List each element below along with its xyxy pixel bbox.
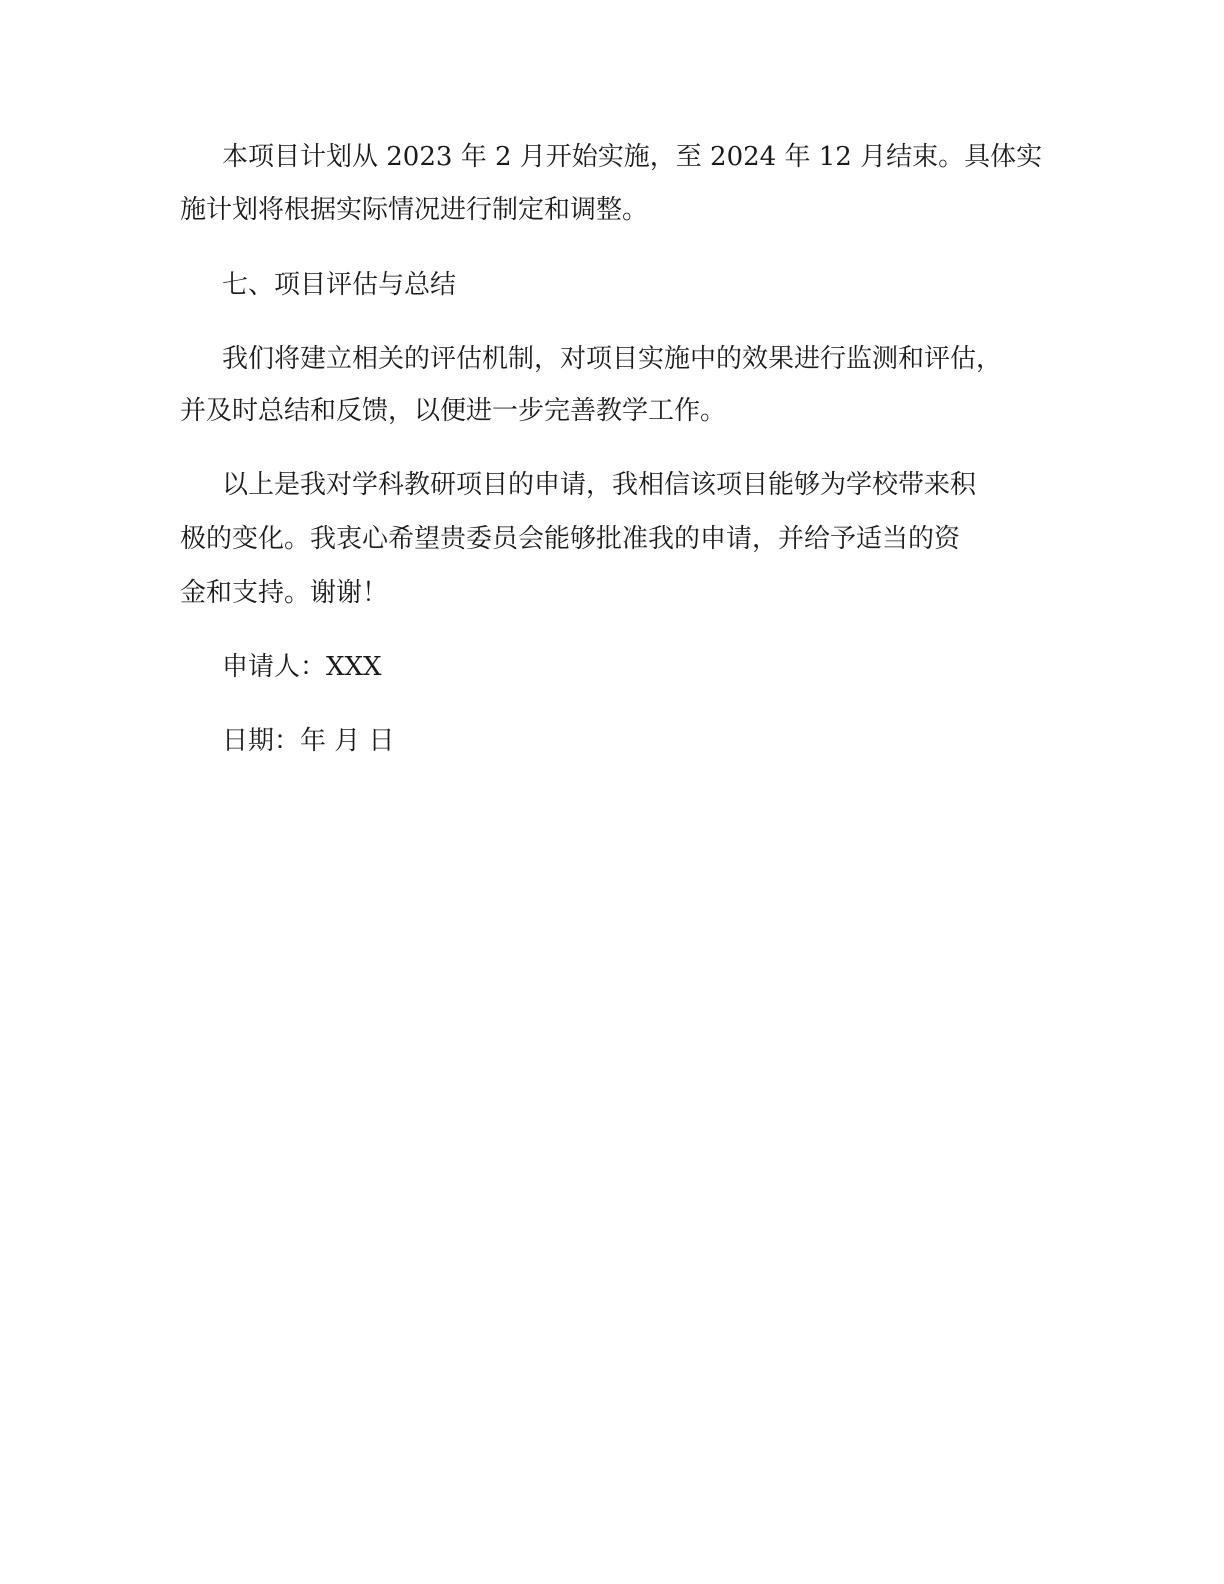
schedule-paragraph-line-1: 本项目计划从 2023 年 2 月开始实施，至 2024 年 12 月结束。具体实 [222,142,1043,172]
applicant-line: 申请人：XXX [222,652,382,682]
evaluation-paragraph-line-2: 并及时总结和反馈，以便进一步完善教学工作。 [180,396,727,426]
closing-paragraph-line-3: 金和支持。谢谢！ [180,578,389,608]
date-line: 日期：年 月 日 [222,726,395,756]
evaluation-paragraph-line-1: 我们将建立相关的评估机制，对项目实施中的效果进行监测和评估， [222,344,1003,374]
section-heading: 七、项目评估与总结 [222,270,457,300]
closing-paragraph-line-2: 极的变化。我衷心希望贵委员会能够批准我的申请，并给予适当的资 [180,524,961,554]
schedule-paragraph-line-2: 施计划将根据实际情况进行制定和调整。 [180,195,649,225]
closing-paragraph-line-1: 以上是我对学科教研项目的申请，我相信该项目能够为学校带来积 [222,470,977,500]
